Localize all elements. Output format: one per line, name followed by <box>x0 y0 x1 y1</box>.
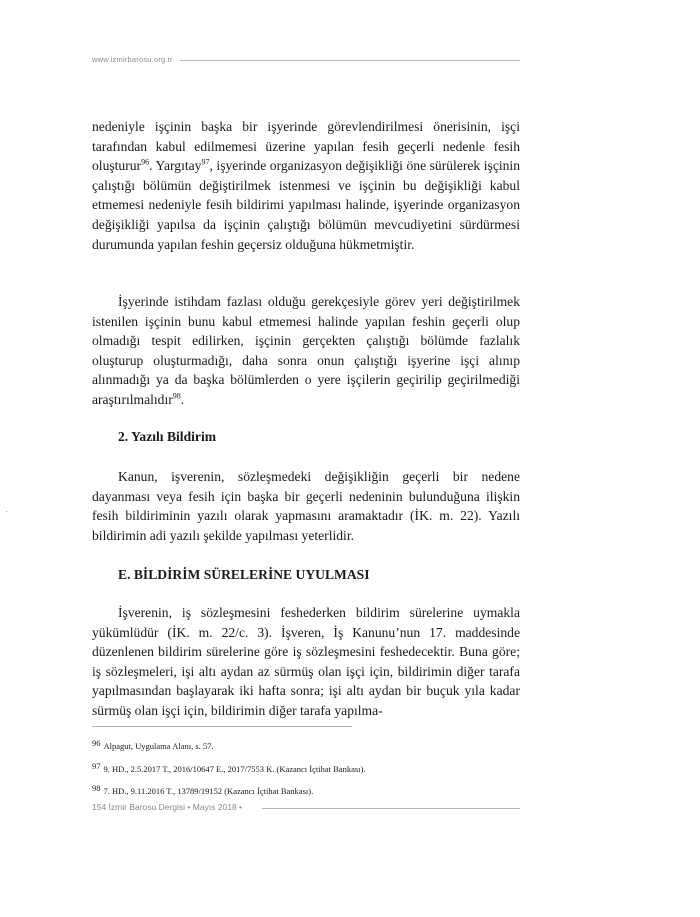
paragraph-4 <box>92 603 520 721</box>
header-rule <box>180 60 520 61</box>
text: nedeniyle işçinin başka bir işyerinde görevlendirilmesi önerisinin, işçi tarafından kabul edilmemesi üzerine yapılan fesih geçerli nedenle fesih oluşturur <box>92 119 520 174</box>
section-heading-yazili-bildirim: 2. Yazılı Bildirim <box>118 429 217 444</box>
footnote-text: Alpagut, Uygulama Alanı, s. 57. <box>103 741 214 751</box>
paragraph-2 <box>92 292 520 410</box>
footnote-ref[interactable]: 96 <box>141 157 150 167</box>
footnote-98 <box>92 783 313 796</box>
text: . <box>180 391 185 407</box>
scan-speck <box>6 511 7 512</box>
section-heading-bildirim-sureleri: E. BİLDİRİM SÜRELERİNE UYULMASI <box>118 567 370 582</box>
footer-rule <box>262 808 520 809</box>
text: . Yargıtay <box>149 158 202 174</box>
footnote-number: 98 <box>92 783 101 793</box>
footnote-number: 96 <box>92 738 101 748</box>
footnote-ref[interactable]: 97 <box>201 157 210 167</box>
text: İşverenin, iş sözleşmesini feshederken bildirim sürelerine uymakla yükümlüdür (İK. m. 22/c. 3). İşveren, İş Kanunu’nun 17. maddesinde düzenlenen bildirim sürelerine göre iş sözleşmesini feshedecektir. Buna göre; iş sözleşmeleri, işi altı aydan az sürmüş olan işçi için, bildirimin diğer tarafa yapılmasından başlayarak iki hafta sonra; işi altı aydan bir buçuk yıla kadar sürmüş olan işçi için, bildirimin diğer tarafa yapılma- <box>92 605 520 718</box>
footnote-separator <box>92 726 352 727</box>
footnote-97 <box>92 761 365 774</box>
footnote-number: 97 <box>92 761 101 771</box>
text: İşyerinde istihdam fazlası olduğu gerekçesiyle görev yeri değiştirilmek istenilen işçinin bunu kabul etmemesi halinde yapılan feshin geçerli olup olmadığı tespit edilirken, işçinin gerçekten çalıştığı bölümde fazlalık oluşturup oluşturmadığı, daha sonra onun çalıştığı işyerine işçi alınıp alınmadığı ya da başka bölümlerden o yere işçilerin geçirilip geçirilmediği araştırılmalıdır <box>92 294 520 407</box>
footnote-text: 7. HD., 9.11.2016 T., 13789/19152 (Kazancı İçtihat Bankası). <box>103 786 314 796</box>
text: , işyerinde organizasyon değişikliği öne sürülerek işçinin çalıştığı bölümün değiştirilmek istenmesi ve işçinin bu değişikliği kabul etmemesi nedeniyle fesih bildirimi yapılması halinde, işyerinde organizasyon değişikliği yapılsa da işçinin çalıştığı bölümün mevcudiyetini sürdürmesi durumunda yapılan feshin geçersiz olduğuna hükmetmiştir. <box>92 158 520 252</box>
page-footer: 154 İzmir Barosu Dergisi • Mayıs 2018 • <box>92 802 243 812</box>
footnote-ref[interactable]: 98 <box>172 391 181 401</box>
paragraph-1 <box>92 117 520 254</box>
footnote-text: 9. HD., 2.5.2017 T., 2016/10647 E., 2017/7553 K. (Kazancı İçtihat Bankası). <box>103 764 366 774</box>
footnote-96 <box>92 738 214 751</box>
text: Kanun, işverenin, sözleşmedeki değişikliğin geçerli bir nedene dayanması veya fesih için başka bir geçerli nedeninin bulunduğuna ilişkin fesih bildiriminin yazılı olarak yapmasını aramaktadır (İK. m. 22). Yazılı bildirimin adi yazılı şekilde yapılması yeterlidir. <box>92 469 520 543</box>
header-url: www.izmirbarosu.org.tr <box>92 55 173 64</box>
paragraph-3 <box>92 467 520 545</box>
